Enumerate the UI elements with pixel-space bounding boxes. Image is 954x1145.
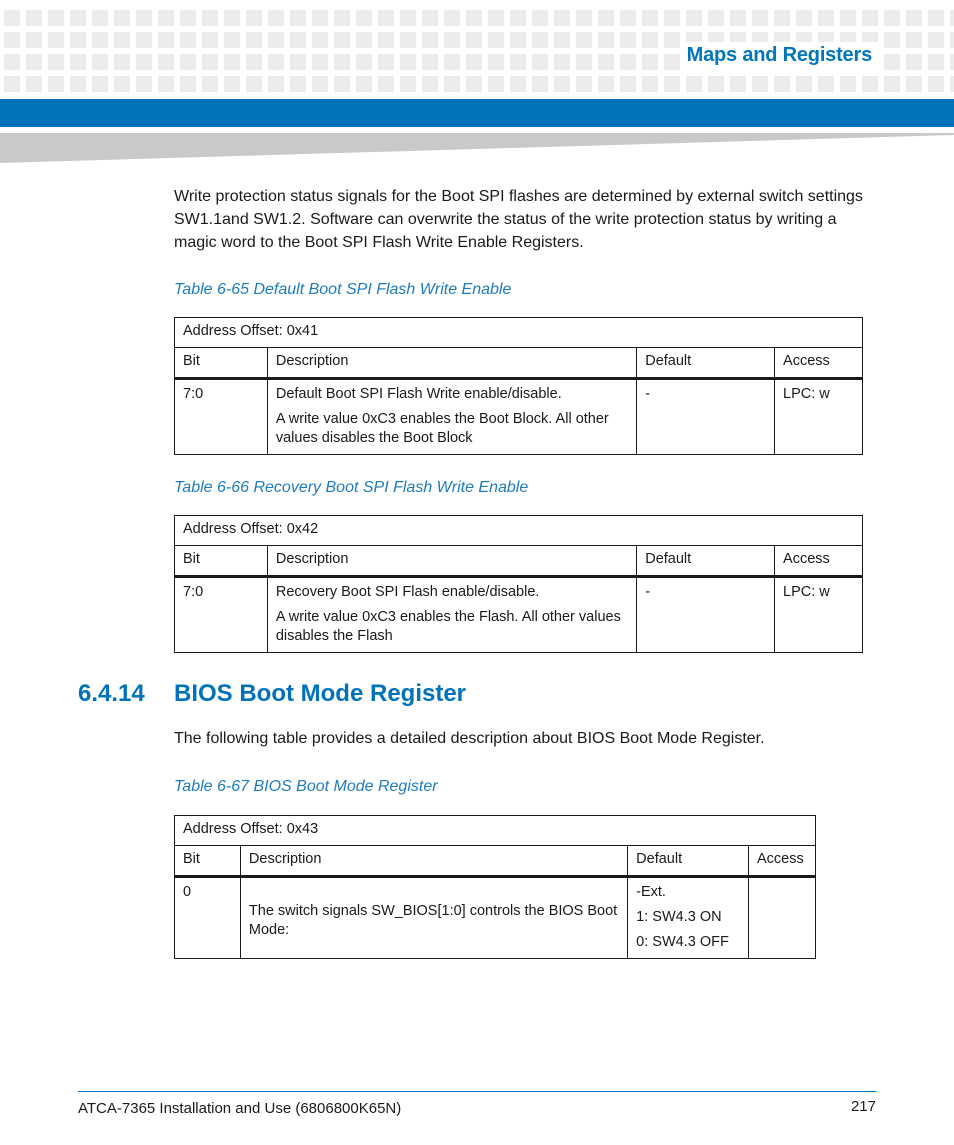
column-header-access: Access [748, 846, 815, 877]
table-address-row [175, 318, 863, 348]
cell-description [267, 379, 636, 455]
cell-access [748, 877, 815, 959]
header-blue-bar [0, 99, 954, 127]
table-row [175, 379, 863, 455]
default-line: 0: SW4.3 OFF [636, 934, 729, 950]
cell-bit: 7:0 [175, 577, 268, 653]
footer-document-title: ATCA-7365 Installation and Use (6806800K65N) [78, 1100, 402, 1117]
address-offset-cell: Address Offset: 0x42 [175, 516, 863, 546]
address-offset-cell: Address Offset: 0x41 [175, 318, 863, 348]
cell-access: LPC: w [775, 577, 863, 653]
section-heading [78, 680, 466, 708]
table-address-row [175, 516, 863, 546]
table-caption-6-65: Table 6-65 Default Boot SPI Flash Write Enable [174, 281, 512, 298]
table-header-row [175, 348, 863, 379]
column-header-default: Default [628, 846, 749, 877]
cell-description [267, 577, 636, 653]
column-header-access: Access [775, 348, 863, 379]
table-row [175, 877, 816, 959]
cell-bit: 7:0 [175, 379, 268, 455]
section-paragraph: The following table provides a detailed description about BIOS Boot Mode Register. [174, 730, 765, 747]
intro-paragraph: Write protection status signals for the Boot SPI flashes are determined by external switch settings SW1.1and SW1.2. Software can overwrite the status of the write protection status by writing a magic word to the Boot SPI Flash Write Enable Registers. [174, 188, 863, 251]
table-caption-6-67: Table 6-67 BIOS Boot Mode Register [174, 778, 438, 795]
section-number: 6.4.14 [78, 680, 145, 707]
running-header-title: Maps and Registers [686, 44, 872, 66]
default-line: -Ext. [636, 884, 666, 900]
column-header-bit: Bit [175, 546, 268, 577]
register-table-0x42 [174, 515, 863, 653]
column-header-bit: Bit [175, 348, 268, 379]
default-line: 1: SW4.3 ON [636, 909, 722, 925]
footer-rule [78, 1091, 876, 1092]
cell-bit: 0 [175, 877, 241, 959]
table-header-row [175, 846, 816, 877]
address-offset-cell: Address Offset: 0x43 [175, 816, 816, 846]
page-number: 217 [850, 1098, 876, 1115]
cell-access: LPC: w [775, 379, 863, 455]
table-row [175, 577, 863, 653]
description-line: A write value 0xC3 enables the Boot Block. All other values disables the Boot Block [275, 411, 609, 446]
description-line: A write value 0xC3 enables the Flash. All other values disables the Flash [275, 609, 621, 644]
table-address-row [175, 816, 816, 846]
column-header-description: Description [267, 546, 636, 577]
column-header-access: Access [775, 546, 863, 577]
cell-default: - [637, 577, 775, 653]
cell-description [240, 877, 627, 959]
section-title: BIOS Boot Mode Register [174, 680, 467, 707]
column-header-default: Default [637, 348, 775, 379]
description-line: The switch signals SW_BIOS[1:0] controls the BIOS Boot Mode: [248, 902, 618, 938]
description-line: Recovery Boot SPI Flash enable/disable. [275, 584, 540, 600]
column-header-description: Description [267, 348, 636, 379]
header-grey-wedge [0, 133, 954, 163]
description-line: Default Boot SPI Flash Write enable/disable. [275, 386, 562, 402]
cell-default: - [637, 379, 775, 455]
table-caption-6-66: Table 6-66 Recovery Boot SPI Flash Write Enable [174, 479, 529, 496]
register-table-0x41 [174, 317, 863, 455]
register-table-0x43 [174, 815, 816, 959]
column-header-bit: Bit [175, 846, 241, 877]
column-header-description: Description [240, 846, 627, 877]
cell-default [628, 877, 749, 959]
table-header-row [175, 546, 863, 577]
column-header-default: Default [637, 546, 775, 577]
